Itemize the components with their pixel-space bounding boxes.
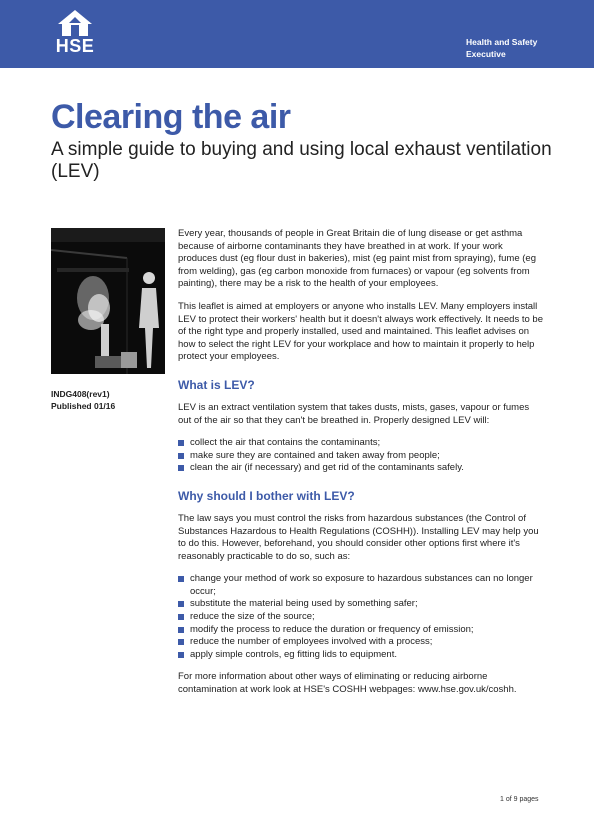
bullet-item bbox=[178, 573, 543, 598]
bullet-square-icon bbox=[178, 440, 184, 446]
main-content bbox=[178, 228, 543, 707]
page-indicator: 1 of 9 pages bbox=[500, 796, 539, 803]
publication-info bbox=[51, 388, 115, 412]
agency-name-line: Executive bbox=[466, 49, 506, 59]
bullet-square-icon bbox=[178, 465, 184, 471]
agency-name-line: Health and Safety bbox=[466, 37, 538, 47]
bullet-text: collect the air that contains the contaminants; bbox=[190, 437, 381, 449]
bullet-list bbox=[178, 437, 543, 475]
intro-paragraph: Every year, thousands of people in Great Britain die of lung disease or get asthma because of airborne contaminants they have breathed in at work. If your work produces dust (eg flour dust in bakeries), mist (eg paint mist from spraying), fume (eg from welding), gas (eg carbon monoxide from furnaces) or vapour (eg solvents from painting), there may be a risk to the health of your employees. bbox=[178, 228, 536, 290]
bullet-square-icon bbox=[178, 453, 184, 459]
bullet-list bbox=[178, 573, 543, 661]
bullet-text: change your method of work so exposure to hazardous substances can no longer occur; bbox=[190, 573, 533, 597]
bullet-square-icon bbox=[178, 614, 184, 620]
intro-paragraph: This leaflet is aimed at employers or anyone who installs LEV. Many employers install LEV to protect their workers' health but it doesn't always work effectively. It needs to be of the right type and properly installed, used and maintained. This leaflet advises on how to select the right LEV for your workplace and how to maintain it properly to help protect your employees. bbox=[178, 300, 543, 363]
publication-code: INDG408(rev1) bbox=[51, 389, 110, 399]
bullet-item bbox=[178, 450, 543, 463]
hse-logo-text: HSE bbox=[55, 36, 95, 56]
bullet-item bbox=[178, 598, 543, 611]
bullet-text: reduce the number of employees involved with a process; bbox=[190, 636, 433, 648]
section-heading: What is LEV? bbox=[178, 377, 255, 392]
coshh-link-paragraph: For more information about other ways of eliminating or reducing airborne contamination at work look at HSE's COSHH webpages: www.hse.gov.uk/coshh. bbox=[178, 671, 517, 696]
section-paragraph: LEV is an extract ventilation system that takes dusts, mists, gases, vapour or fumes out of the air so that they can't be breathed in. Properly designed LEV will: bbox=[178, 401, 530, 426]
section-paragraph: The law says you must control the risks from hazardous substances (the Control of Substances Hazardous to Health Regulations (COSHH)). Installing LEV may help you to do this. However, beforehand, you should consider other options first where it's reasonably practicable to do so, such as: bbox=[178, 512, 539, 562]
bullet-text: substitute the material being used by something safer; bbox=[190, 598, 418, 610]
cover-photo bbox=[51, 228, 165, 374]
page-subtitle: A simple guide to buying and using local exhaust ventilation (LEV) bbox=[51, 139, 552, 182]
bullet-square-icon bbox=[178, 652, 184, 658]
bullet-square-icon bbox=[178, 627, 184, 633]
bullet-text: clean the air (if necessary) and get rid of the contaminants safely. bbox=[190, 462, 464, 474]
bullet-item bbox=[178, 624, 543, 637]
bullet-item bbox=[178, 611, 543, 624]
bullet-item bbox=[178, 649, 543, 662]
bullet-text: make sure they are contained and taken away from people; bbox=[190, 449, 440, 461]
bullet-square-icon bbox=[178, 576, 184, 582]
bullet-square-icon bbox=[178, 601, 184, 607]
bullet-square-icon bbox=[178, 639, 184, 645]
page-title: Clearing the air bbox=[51, 98, 291, 136]
bullet-item bbox=[178, 462, 543, 475]
bullet-item bbox=[178, 636, 543, 649]
bullet-text: apply simple controls, eg fitting lids to equipment. bbox=[190, 648, 397, 660]
agency-name bbox=[466, 36, 576, 60]
publication-date: Published 01/16 bbox=[51, 401, 116, 411]
header-banner bbox=[0, 0, 594, 68]
section-heading: Why should I bother with LEV? bbox=[178, 488, 355, 503]
bullet-text: reduce the size of the source; bbox=[190, 611, 315, 623]
bullet-text: modify the process to reduce the duration or frequency of emission; bbox=[190, 623, 474, 635]
bullet-item bbox=[178, 437, 543, 450]
